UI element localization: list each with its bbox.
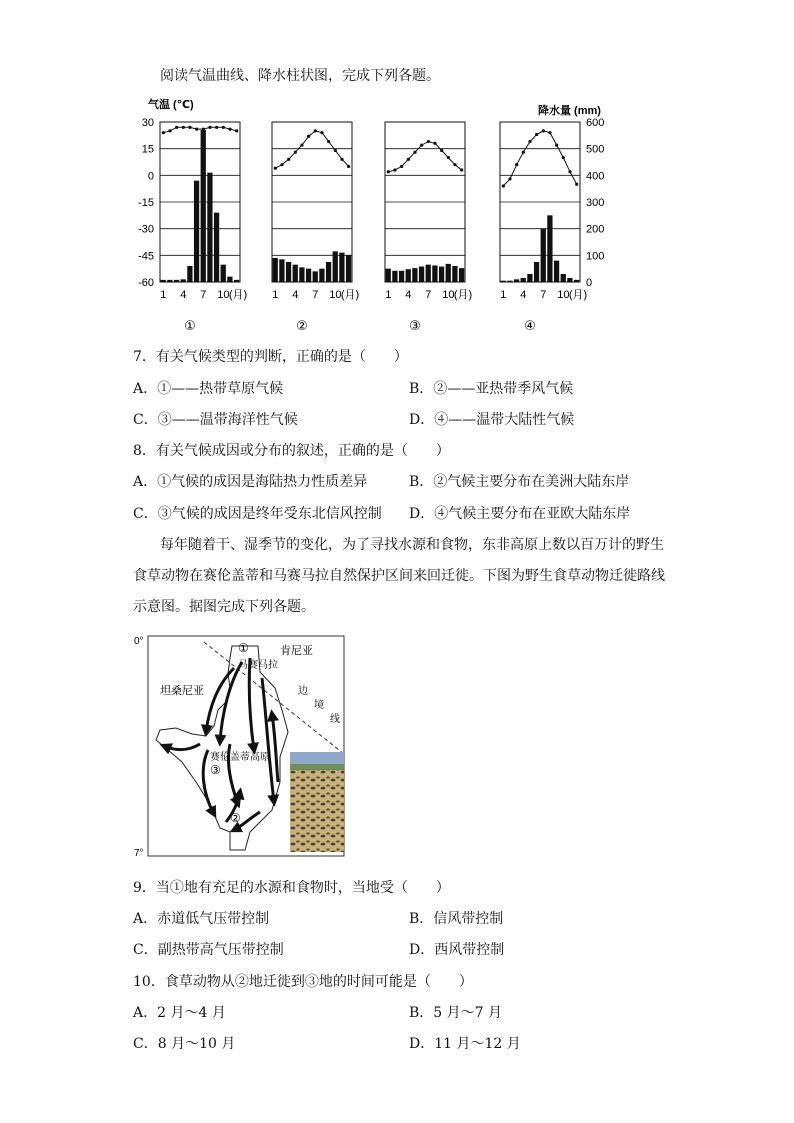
- kenya-label: 肯尼亚: [280, 645, 313, 657]
- precip-bar: [221, 265, 226, 282]
- tanzania-label: 坦桑尼亚: [160, 685, 204, 697]
- precip-bar: [547, 215, 552, 282]
- precip-bar: [214, 213, 219, 282]
- precip-bar: [541, 229, 546, 282]
- precip-bar: [187, 266, 192, 282]
- precip-bar: [313, 271, 318, 282]
- temperature-point: [515, 163, 518, 166]
- chart-number-label: ④: [524, 318, 536, 333]
- temperature-point: [314, 129, 317, 132]
- temperature-point: [393, 168, 396, 171]
- temperature-point: [562, 156, 565, 159]
- precip-bar: [392, 271, 397, 282]
- temperature-point: [427, 140, 430, 143]
- temperature-point: [407, 158, 410, 161]
- month-tick-label: 7: [312, 289, 319, 301]
- climate-chart-1: [160, 122, 247, 333]
- question-7-option-a[interactable]: A．①——热带草原气候: [133, 381, 284, 397]
- question-8-option-d[interactable]: D．④气候主要分布在亚欧大陆东岸: [409, 506, 631, 522]
- question-10-option-a[interactable]: A．2 月～4 月: [133, 1005, 226, 1021]
- climate-chart-2: [272, 122, 359, 333]
- temperature-point: [447, 156, 450, 159]
- precip-bar: [452, 266, 457, 282]
- temperature-tick-label: 30: [141, 117, 154, 129]
- temperature-point: [287, 158, 290, 161]
- precip-bar: [326, 262, 331, 282]
- temperature-point: [280, 163, 283, 166]
- temperature-point: [208, 126, 211, 129]
- question-9-option-c[interactable]: C．副热带高气压带控制: [133, 942, 284, 958]
- border-label-1: 边: [298, 686, 308, 697]
- location-marker-2: ②: [230, 811, 241, 825]
- location-marker-1: ①: [238, 641, 249, 655]
- temperature-point: [182, 126, 185, 129]
- precip-bar: [299, 267, 304, 282]
- temperature-point: [307, 135, 310, 138]
- precipitation-tick-label: 0: [586, 277, 593, 289]
- temperature-point: [294, 151, 297, 154]
- temperature-tick-label: -60: [138, 277, 154, 289]
- precip-bar: [521, 278, 526, 282]
- question-7-option-b[interactable]: B．②——亚热带季风气候: [409, 381, 574, 397]
- temperature-point: [235, 129, 238, 132]
- precip-bar: [293, 265, 298, 282]
- precipitation-tick-label: 200: [586, 223, 605, 236]
- temperature-tick-label: -15: [138, 197, 154, 209]
- question-10-option-d[interactable]: D．11 月～12 月: [409, 1036, 521, 1052]
- month-tick-label: 10: [329, 289, 342, 301]
- temperature-point: [413, 151, 416, 154]
- location-marker-3: ③: [210, 763, 221, 777]
- question-9-option-d[interactable]: D．西风带控制: [409, 942, 505, 958]
- precipitation-tick-label: 100: [586, 250, 605, 263]
- intro-text-2-line-2: 食草动物在赛伦盖蒂和马赛马拉自然保护区间来回迁徙。下图为野生食草动物迁徙路线: [133, 568, 665, 584]
- precip-bar: [174, 280, 179, 282]
- intro-text-2-line-1: 每年随着干、湿季节的变化，为了寻找水源和食物，东非高原上数以百万计的野生: [160, 537, 664, 553]
- month-tick-label: 4: [180, 289, 187, 301]
- temperature-point: [502, 184, 505, 187]
- precip-bar: [426, 265, 431, 282]
- temperature-point: [320, 131, 323, 134]
- temperature-point: [188, 126, 191, 129]
- precip-bar: [207, 173, 212, 282]
- precip-bar: [273, 258, 278, 282]
- wildebeest-photo: [290, 752, 344, 852]
- temperature-point: [400, 165, 403, 168]
- precip-bar: [432, 265, 437, 282]
- month-tick-label: 1: [160, 289, 167, 301]
- question-9-stem: 9．当①地有充足的水源和食物时，当地受（ ）: [133, 880, 450, 896]
- precip-bar: [161, 280, 166, 282]
- chart-number-label: ③: [409, 318, 421, 333]
- precipitation-tick-label: 300: [586, 197, 605, 209]
- temperature-point: [334, 149, 337, 152]
- temperature-point: [222, 126, 225, 129]
- month-tick-label: 10: [557, 289, 570, 301]
- question-8-option-c[interactable]: C．③气候的成因是终年受东北信风控制: [133, 506, 382, 522]
- temperature-point: [555, 144, 558, 147]
- intro-text-1: 阅读气温曲线、降水柱状图，完成下列各题。: [160, 68, 440, 84]
- temperature-point: [548, 131, 551, 134]
- month-tick-label: 7: [540, 289, 547, 301]
- precip-bar: [527, 274, 532, 282]
- chart-number-label: ①: [184, 318, 196, 333]
- precip-bar: [446, 264, 451, 282]
- temperature-tick-label: 0: [147, 170, 154, 183]
- question-10-option-b[interactable]: B．5 月～7 月: [409, 1005, 503, 1021]
- temperature-axis-title: 气温 (℃): [148, 99, 194, 111]
- climate-chart-3: [385, 122, 472, 333]
- question-9-option-a[interactable]: A．赤道低气压带控制: [133, 911, 270, 927]
- temperature-point: [168, 129, 171, 132]
- precip-bar: [419, 267, 424, 282]
- question-8-stem: 8．有关气候成因或分布的叙述，正确的是（ ）: [133, 443, 450, 459]
- precip-bar: [554, 261, 559, 282]
- month-tick-label: 7: [200, 289, 207, 301]
- precip-bar: [319, 269, 324, 282]
- temperature-point: [568, 170, 571, 173]
- temperature-point: [542, 129, 545, 132]
- temperature-point: [440, 149, 443, 152]
- precip-bar: [459, 268, 464, 282]
- temperature-point: [460, 168, 463, 171]
- precip-bar: [399, 271, 404, 282]
- precip-bar: [227, 277, 232, 282]
- precip-bar: [346, 255, 351, 282]
- masai-mara-label: 马赛马拉: [238, 660, 278, 671]
- precip-bar: [501, 281, 506, 282]
- precipitation-tick-label: 600: [586, 117, 605, 129]
- month-tick-label: (月): [228, 289, 248, 301]
- temperature-curve: [503, 131, 576, 186]
- month-tick-label: 1: [272, 289, 279, 301]
- temperature-point: [202, 128, 205, 131]
- temperature-point: [175, 126, 178, 129]
- temperature-point: [274, 167, 277, 170]
- precip-bar: [201, 130, 206, 282]
- temperature-point: [433, 142, 436, 145]
- question-8-option-a[interactable]: A．①气候的成因是海陆热力性质差异: [133, 474, 368, 490]
- precip-bar: [181, 279, 186, 282]
- question-10-stem: 10．食草动物从②地迁徙到③地的时间可能是（ ）: [133, 974, 473, 990]
- precip-bar: [339, 253, 344, 282]
- temperature-point: [162, 131, 165, 134]
- precipitation-tick-label: 500: [586, 143, 605, 156]
- month-tick-label: 10: [217, 289, 230, 301]
- question-8-option-b[interactable]: B．②气候主要分布在美洲大陆东岸: [409, 474, 630, 490]
- precip-bar: [507, 281, 512, 282]
- month-tick-label: 4: [292, 289, 299, 301]
- temperature-point: [347, 165, 350, 168]
- migration-map: [130, 632, 350, 860]
- temperature-curve: [388, 142, 461, 172]
- question-9-option-b[interactable]: B．信风带控制: [409, 911, 504, 927]
- temperature-curve: [163, 127, 236, 132]
- precip-bar: [279, 259, 284, 282]
- month-tick-label: (月): [453, 289, 473, 301]
- month-tick-label: (月): [568, 289, 588, 301]
- month-tick-label: 4: [405, 289, 412, 301]
- precip-bar: [406, 269, 411, 282]
- precip-bar: [306, 269, 311, 282]
- border-label-2: 境: [314, 700, 324, 711]
- intro-text-2-line-3: 示意图。据图完成下列各题。: [133, 599, 315, 615]
- precip-bar: [514, 279, 519, 282]
- precip-bar: [412, 268, 417, 282]
- precip-bar: [333, 251, 338, 282]
- temperature-point: [420, 144, 423, 147]
- temperature-point: [508, 177, 511, 180]
- temperature-point: [535, 133, 538, 136]
- chart-number-label: ②: [296, 318, 308, 333]
- temperature-point: [387, 170, 390, 173]
- temperature-tick-label: -30: [138, 223, 154, 236]
- latitude-7-label: 7°: [134, 848, 144, 859]
- precip-bar: [574, 280, 579, 282]
- temperature-point: [300, 144, 303, 147]
- question-7-option-d[interactable]: D．④——温带大陆性气候: [409, 412, 575, 428]
- question-7-stem: 7．有关气候类型的判断，正确的是（ ）: [133, 349, 408, 365]
- temperature-point: [340, 158, 343, 161]
- temperature-curve: [275, 131, 348, 168]
- precip-bar: [439, 267, 444, 282]
- temperature-point: [228, 128, 231, 131]
- climate-chart-4: [500, 122, 587, 333]
- temperature-point: [453, 163, 456, 166]
- temperature-point: [215, 126, 218, 129]
- month-tick-label: (月): [340, 289, 360, 301]
- temperature-point: [327, 140, 330, 143]
- question-7-option-c[interactable]: C．③——温带海洋性气候: [133, 412, 298, 428]
- precipitation-axis-title: 降水量 (mm): [538, 105, 601, 117]
- precip-bar: [286, 262, 291, 282]
- month-tick-label: 4: [520, 289, 527, 301]
- temperature-point: [522, 151, 525, 154]
- temperature-point: [195, 128, 198, 131]
- precip-bar: [561, 274, 566, 282]
- temperature-point: [528, 140, 531, 143]
- precip-bar: [386, 269, 391, 282]
- temperature-tick-label: 15: [141, 143, 154, 156]
- temperature-point: [575, 183, 578, 186]
- question-10-option-c[interactable]: C．8 月～10 月: [133, 1036, 236, 1052]
- month-tick-label: 1: [385, 289, 392, 301]
- border-label-3: 线: [330, 714, 340, 725]
- climate-charts: [140, 92, 620, 342]
- precip-bar: [567, 278, 572, 282]
- month-tick-label: 1: [500, 289, 507, 301]
- precip-bar: [534, 262, 539, 282]
- latitude-0-label: 0°: [134, 636, 144, 647]
- temperature-tick-label: -45: [138, 250, 154, 263]
- precip-bar: [194, 181, 199, 282]
- precipitation-tick-label: 400: [586, 170, 605, 183]
- month-tick-label: 7: [425, 289, 432, 301]
- precip-bar: [167, 280, 172, 282]
- precip-bar: [234, 280, 239, 282]
- serengeti-label: 赛伦盖蒂高原: [210, 752, 270, 763]
- month-tick-label: 10: [442, 289, 455, 301]
